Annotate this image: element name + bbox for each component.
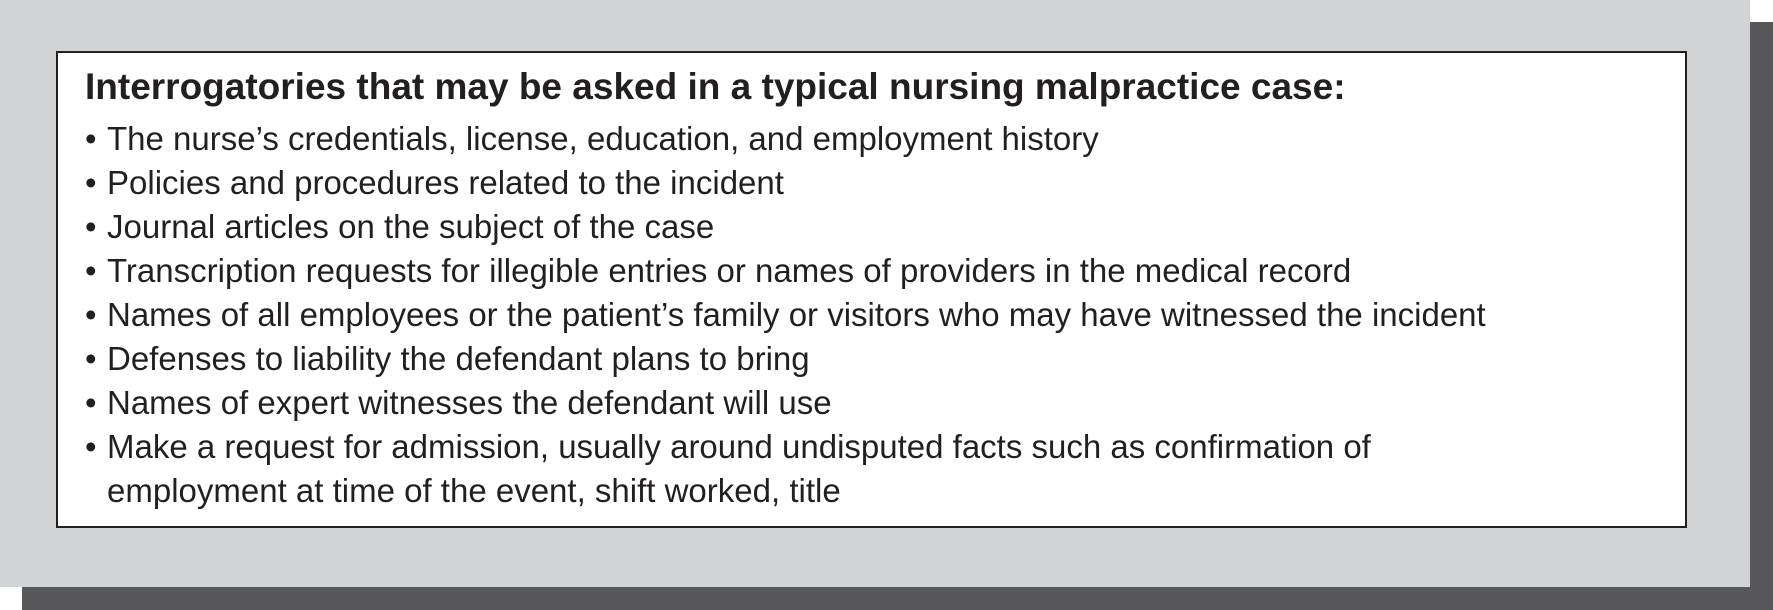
list-item — [85, 293, 1685, 337]
list-item — [85, 205, 1685, 249]
interrogatories-box — [56, 51, 1687, 528]
list-item — [85, 249, 1685, 293]
box-heading: Interrogatories that may be asked in a typical nursing malpractice case: — [85, 66, 1346, 107]
bullet-icon: • — [85, 296, 97, 333]
list-item-text: Policies and procedures related to the incident — [107, 164, 784, 201]
list-item-text: Transcription requests for illegible entries or names of providers in the medical record — [107, 252, 1352, 289]
bullet-icon: • — [85, 340, 97, 377]
bullet-icon: • — [85, 428, 97, 465]
bullet-icon: • — [85, 252, 97, 289]
list-item — [85, 425, 1685, 513]
list-item — [85, 117, 1685, 161]
list-item-text: Defenses to liability the defendant plans to bring — [107, 340, 810, 377]
list-item-text: Journal articles on the subject of the case — [107, 208, 715, 245]
list-item-text: Make a request for admission, usually around undisputed facts such as confirmation of — [107, 428, 1371, 465]
bullet-icon: • — [85, 164, 97, 201]
list-item — [85, 161, 1685, 205]
interrogatories-list — [85, 117, 1685, 513]
bullet-icon: • — [85, 208, 97, 245]
bullet-icon: • — [85, 384, 97, 421]
list-item — [85, 381, 1685, 425]
list-item-text: Names of all employees or the patient’s family or visitors who may have witnessed the incident — [107, 296, 1486, 333]
bullet-icon: • — [85, 120, 97, 157]
list-item-continuation: employment at time of the event, shift worked, title — [107, 472, 841, 509]
list-item — [85, 337, 1685, 381]
list-item-text: Names of expert witnesses the defendant will use — [107, 384, 832, 421]
list-item-text: The nurse’s credentials, license, education, and employment history — [107, 120, 1099, 157]
